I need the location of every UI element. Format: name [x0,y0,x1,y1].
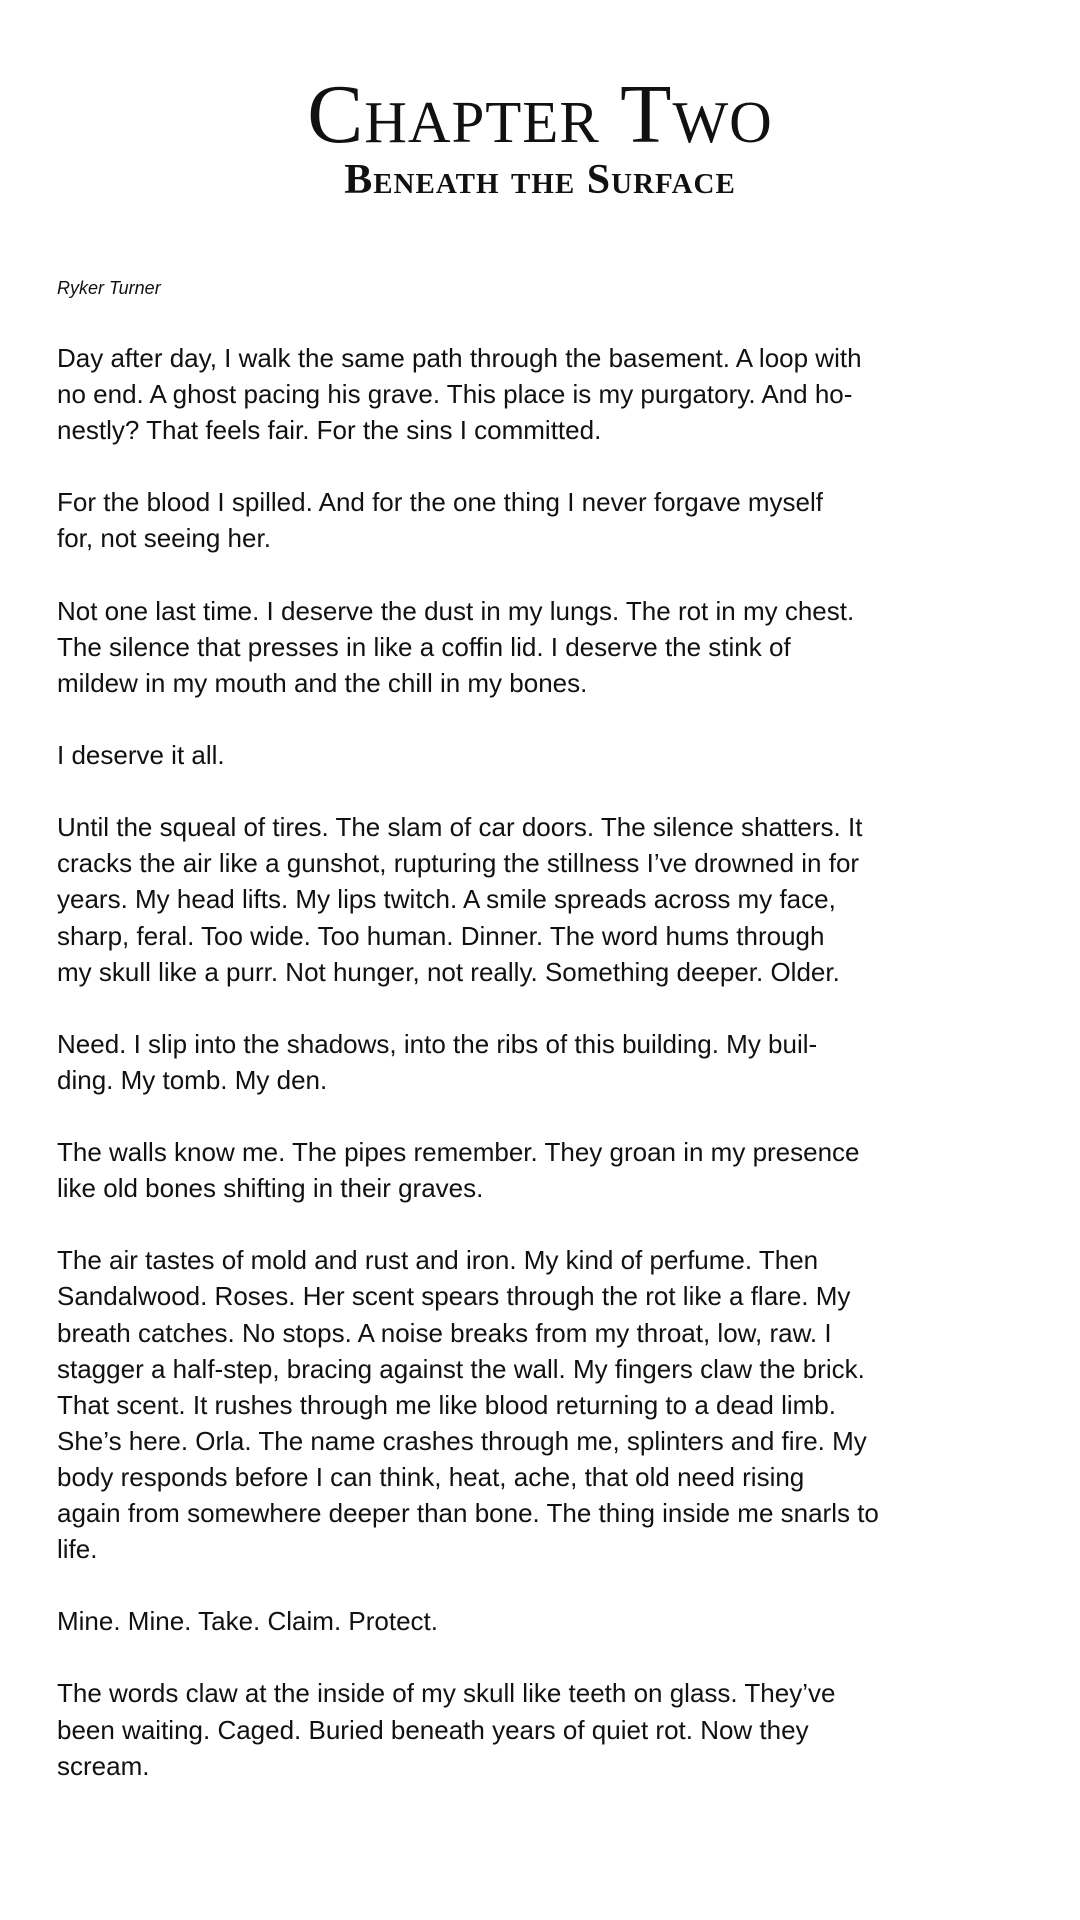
text-line: I deserve it all. [57,740,225,771]
text-line: cracks the air like a gunshot, rupturing the stillness I’ve drowned in for [57,848,860,879]
text-line: for, not seeing her. [57,523,271,554]
text-line: scream. [57,1750,150,1781]
text-line: Day after day, I walk the same path through the basement. A loop with [57,343,862,373]
paragraph [57,340,1037,448]
paragraph [57,1134,1037,1206]
paragraph [57,1026,1037,1098]
text-line: The walls know me. The pipes remember. They groan in my presence [57,1137,860,1168]
text-line: The silence that presses in like a coffin lid. I deserve the stink of [57,631,791,662]
text-line: life. [57,1534,98,1565]
text-line: again from somewhere deeper than bone. The thing inside me snarls to [57,1498,879,1528]
text-line: Need. I slip into the shadows, into the ribs of this building. My buil- [57,1028,818,1059]
text-line: The air tastes of mold and rust and iron. My kind of perfume. Then [57,1245,819,1276]
text-line: She’s here. Orla. The name crashes through me, splinters and fire. My [57,1425,867,1456]
text-line: nestly? That feels fair. For the sins I committed. [57,415,602,446]
text-line: Sandalwood. Roses. Her scent spears through the rot like a flare. My [57,1281,851,1312]
text-line: no end. A ghost pacing his grave. This place is my purgatory. And ho- [57,379,853,410]
text-line: sharp, feral. Too wide. Too human. Dinner. The word hums through [57,920,825,951]
paragraph [57,809,1037,989]
paragraph [57,1603,1037,1639]
text-line: breath catches. No stops. A noise breaks from my throat, low, raw. I [57,1317,832,1348]
text-line: been waiting. Caged. Buried beneath years of quiet rot. Now they [57,1714,809,1745]
text-line: Mine. Mine. Take. Claim. Protect. [57,1606,438,1637]
text-line: my skull like a purr. Not hunger, not really. Something deeper. Older. [57,956,840,987]
text-line: For the blood I spilled. And for the one thing I never forgave myself [57,487,823,518]
chapter-title: Chapter Two [307,68,773,161]
text-line: The words claw at the inside of my skull like teeth on glass. They’ve [57,1678,836,1709]
pov-character-label: Ryker Turner [57,278,161,298]
text-line: mildew in my mouth and the chill in my bones. [57,667,588,698]
paragraph [57,737,1037,773]
chapter-body [57,340,1037,1820]
paragraph [57,593,1037,701]
text-line: ding. My tomb. My den. [57,1064,328,1095]
chapter-subtitle: Beneath the Surface [344,157,736,203]
paragraph [57,484,1037,556]
text-line: stagger a half-step, bracing against the wall. My fingers claw the brick. [57,1353,865,1384]
text-line: Until the squeal of tires. The slam of car doors. The silence shatters. It [57,812,863,843]
text-line: That scent. It rushes through me like blood returning to a dead limb. [57,1389,836,1420]
text-line: body responds before I can think, heat, ache, that old need rising [57,1461,805,1492]
text-line: years. My head lifts. My lips twitch. A smile spreads across my face, [57,884,836,915]
paragraph [57,1675,1037,1783]
text-line: Not one last time. I deserve the dust in my lungs. The rot in my chest. [57,595,855,626]
paragraph [57,1242,1037,1567]
text-line: like old bones shifting in their graves. [57,1173,484,1204]
